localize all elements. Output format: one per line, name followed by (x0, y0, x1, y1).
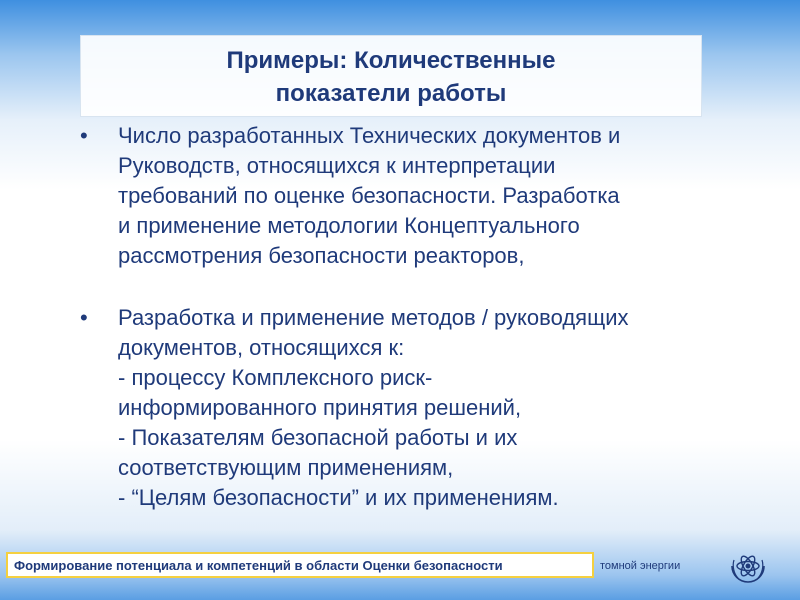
bullet-1-line-3: требований по оценке безопасности. Разработка (118, 183, 620, 208)
bullet-2-line-4: информированного принятия решений, (118, 395, 522, 420)
bullet-1-line-5: рассмотрения безопасности реакторов, (118, 243, 525, 268)
footer-banner (6, 552, 594, 578)
bullet-marker: • (80, 305, 88, 330)
bullet-2-line-2: документов, относящихся к: (118, 335, 405, 360)
bullet-2-line-7: - “Целям безопасности” и их применениям. (118, 485, 559, 510)
bullet-2-line-5: - Показателям безопасной работы и их (118, 425, 518, 450)
bullet-1-line-1: Число разработанных Технических документов и (118, 123, 621, 148)
bullet-2-line-1: Разработка и применение методов / руководящих (118, 305, 629, 330)
organization-name-partial: томной энергии (600, 560, 681, 572)
slide-title-line-1: Примеры: Количественные (226, 47, 556, 74)
slide-title-line-2: показатели работы (275, 80, 507, 107)
slide-title-box (80, 35, 702, 117)
slide-content (76, 121, 756, 513)
iaea-atom-logo-icon (726, 544, 770, 588)
bullet-1-line-2: Руководств, относящихся к интерпретации (118, 153, 556, 178)
bullet-item-1 (76, 121, 756, 271)
bullet-2-line-6: соответствующим применениям, (118, 455, 454, 480)
footer-banner-text: Формирование потенциала и компетенций в области Оценки безопасности (14, 557, 503, 573)
bullet-2-line-3: - процессу Комплексного риск- (118, 365, 433, 390)
bullet-1-line-4: и применение методологии Концептуального (118, 213, 580, 238)
bullet-item-2 (76, 303, 756, 513)
bullet-marker: • (80, 123, 88, 148)
